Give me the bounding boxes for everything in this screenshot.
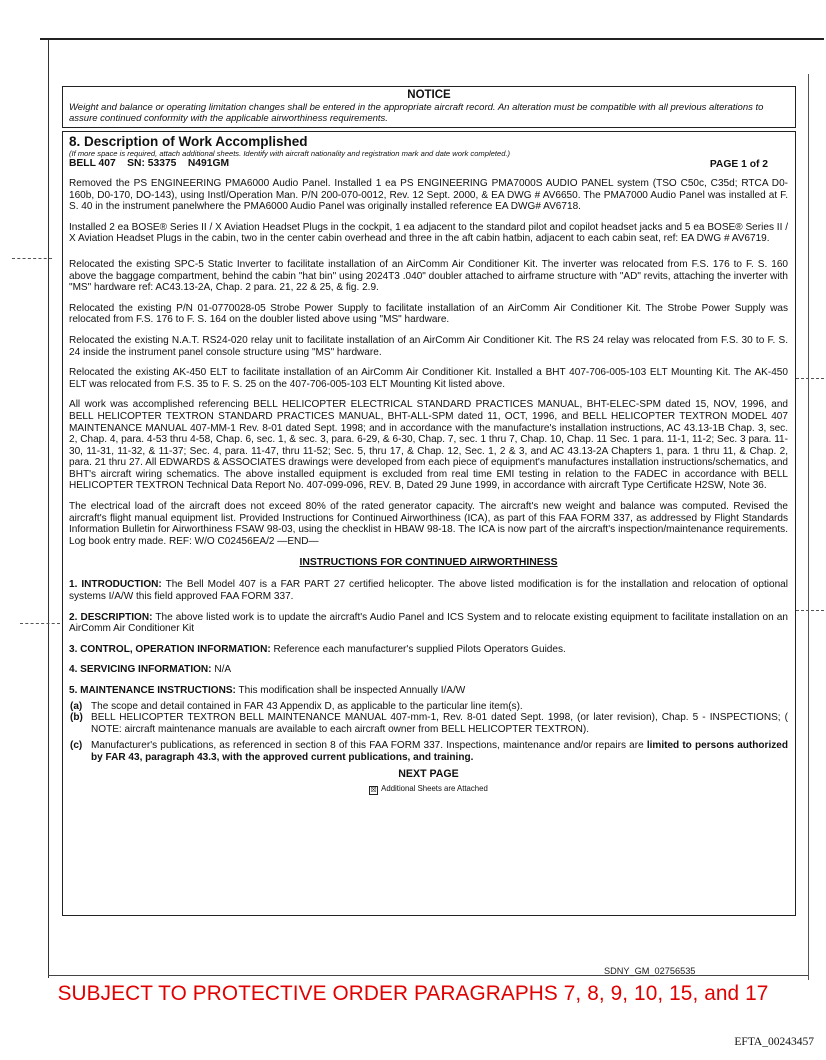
work-paragraph: Relocated the existing P/N 01-0770028-05 Strobe Power Supply to facilitate installation of an AirComm Air Conditioner Kit. The Strobe Power Supply was relocated from F.S. 176 to F. S. 164 on the doubler listed above using "MS" hardware. bbox=[69, 302, 788, 326]
ica-item-text: This modification shall be inspected Annually I/A/W bbox=[238, 685, 466, 696]
bates-number: SDNY_GM_02756535 bbox=[604, 966, 696, 976]
ica-item-label: 2. DESCRIPTION: bbox=[69, 611, 153, 623]
scan-dash-line bbox=[796, 610, 824, 611]
ica-item-label: 4. SERVICING INFORMATION: bbox=[69, 664, 212, 676]
page-label: PAGE 1 of 2 bbox=[709, 159, 768, 170]
sub-item-text: BELL HELICOPTER TEXTRON BELL MAINTENANCE MANUAL 407-mm-1, Rev. 8-01 dated Sept. 1998, (or later revision), Chap. 5 - INSPECTIONS; ( NOTE: aircraft maintenance manuals are available to each aircraft owner from BELL HELICOPTER TEXTRON). bbox=[91, 712, 788, 735]
protective-order-stamp: SUBJECT TO PROTECTIVE ORDER PARAGRAPHS 7, 8, 9, 10, 15, and 17 bbox=[57, 982, 769, 1005]
sub-item-label: (b) bbox=[70, 712, 83, 724]
notice-text: Weight and balance or operating limitation changes shall be entered in the appropriate aircraft record. An alteration must be compatible with all previous alterations to assure continued conformity with the applicable airworthiness requirements. bbox=[69, 102, 764, 124]
scan-border-right bbox=[808, 74, 809, 980]
sub-item bbox=[69, 740, 788, 763]
ica-item bbox=[69, 644, 788, 656]
sub-item bbox=[69, 701, 788, 713]
work-paragraph: Relocated the existing AK-450 ELT to facilitate installation of an AirComm Air Conditioner Kit. Installed a BHT 407-706-005-103 ELT Mounting Kit. The AK-450 ELT was relocated from F.S. 35 to F. S. 25 on the 407-706-005-103 ELT Mounting Kit listed above. bbox=[69, 367, 788, 390]
attached-sheets-text: Additional Sheets are Attached bbox=[381, 783, 488, 793]
ica-item-text: The above listed work is to update the aircraft's Audio Panel and ICS System and to relocate existing equipment to facilitate installation on an AirComm Air Conditioner Kit bbox=[69, 611, 788, 635]
notice-box bbox=[62, 86, 796, 128]
scan-border-left bbox=[48, 40, 49, 978]
work-paragraph: Relocated the existing SPC-5 Static Inverter to facilitate installation of an AirComm Air Conditioner Kit. The inverter was relocated from F.S. 176 to F. S. 160 above the baggage compartment, behind the cabin "hat bin" using 2024T3 .040" doubler attached to airframe structure with "AD" revits, attaching the inverter with "MS" hardware ref: AC43.13-2A, Chap. 2 para. 21, 22 & 25, & fig. 2.9. bbox=[69, 258, 788, 294]
scan-dash-line bbox=[12, 258, 52, 259]
maintenance-sub-list bbox=[69, 701, 788, 764]
ica-item-text: The Bell Model 407 is a FAR PART 27 certified helicopter. The above listed modification is for the installation and relocation of optional systems I/A/W this field approved FAA FORM 337. bbox=[69, 579, 788, 603]
section-title: 8. Description of Work Accomplished bbox=[69, 134, 308, 149]
work-description-box bbox=[62, 131, 796, 916]
ica-item bbox=[69, 664, 788, 676]
sub-item-label: (c) bbox=[70, 740, 83, 752]
aircraft-row bbox=[69, 158, 788, 172]
work-paragraph: All work was accomplished referencing BELL HELICOPTER ELECTRICAL STANDARD PRACTICES MANUAL, BHT-ELEC-SPM dated 15, NOV, 1996, and BELL HELICOPTER TEXTRON STANDARD PRACTICES MANUAL, BHT-ALL-SPM dated 11, OCT, 1996, and BELL HELICOPTER TEXTRON MODEL 407 MAINTENANCE MANUAL 407-MM-1 Rev. 8-01 dated Sept. 1998; and in accordance with the manufacture's installation instructions, AC 43.13-1B Chap. 3, sec. 2, Chap. 4, para. 4-53 thru 4-58, Chap. 6, sec. 1, & sec. 3, para. 6-29, & 6-30, Chap. 7, sec. 1 thru 7, Chap. 10, Chap. 11 Sec. 1 para. 11-1, 11-2; Sec. 3 para. 11-30, 11-31, 11-32, & 11-37; Sec. 4, para. 11-47, thru 11-52; Sec. 5, thru 17, & Chap. 12, Sec. 1, 2 & 3, and AC 43.13-2A Chapters 1, para. 1 thru 11, & Chap. 2, para. 21 thru 27. All EDWARDS & ASSOCIATES drawings were developed from each piece of equipment's manufactures installation instructions/schematics, and BHT's aircraft wiring schematics. The above installed equipment is excluded from real time EMI testing in relation to the FADEC in accordance with BELL HELICOPTER TEXTRON Technical Data Report No. 407-099-096, REV. B, Dated 29 June 1999, in accordance with aircraft Type Certificate H2SW, Note 36. bbox=[69, 399, 788, 492]
sub-item bbox=[69, 712, 788, 735]
ica-item-text: Reference each manufacturer's supplied Pilots Operators Guides. bbox=[273, 643, 566, 655]
sub-item-text: The scope and detail contained in FAR 43 Appendix D, as applicable to the particular line item(s). bbox=[91, 700, 523, 712]
scan-dash-line bbox=[20, 623, 60, 624]
ica-item bbox=[69, 579, 788, 602]
efta-number: EFTA_00243457 bbox=[734, 1036, 814, 1048]
attached-sheets-line bbox=[69, 784, 788, 795]
notice-title: NOTICE bbox=[407, 89, 451, 101]
work-paragraph: Installed 2 ea BOSE® Series II / X Aviation Headset Plugs in the cockpit, 1 ea adjacent to the standard pilot and copilot headset jacks and 5 ea BOSE® Series II / X Aviation Headset Plugs in the cabin, two in the center cabin overhead and three in the aft cabin hatbin, adjacent to each cabin seat, ref: EA DWG # AV6719. bbox=[69, 221, 788, 245]
scan-dash-line bbox=[796, 378, 824, 379]
ica-item bbox=[69, 685, 788, 697]
ica-item-text: N/A bbox=[214, 664, 232, 676]
checked-box-icon: ☒ bbox=[370, 786, 377, 794]
work-paragraph: The electrical load of the aircraft does not exceed 80% of the rated generator capacity. The aircraft's new weight and balance was computed. Revised the aircraft's flight manual equipment list. Provided Instructions for Continued Airworthiness (ICA), as part of this FAA FORM 337, as addressed by Flight Standards Information Bulletin for Airworthiness FSAW 98-03, using the checklist in HBAW 98-18. The ICA is now part of the aircraft's inspection/maintenance requirements. Log book entry made. REF: W/O C02456EA/2 —END— bbox=[69, 501, 788, 547]
sub-item-text: Manufacturer's publications, as referenced in section 8 of this FAA FORM 337. Inspections, maintenance and/or repairs are limited to persons authorized by FAR 43, paragraph 43.3, with the approved current publications, and training. bbox=[91, 740, 788, 763]
ica-item-label: 1. INTRODUCTION: bbox=[69, 579, 162, 591]
work-paragraph: Removed the PS ENGINEERING PMA6000 Audio Panel. Installed 1 ea PS ENGINEERING PMA7000S AUDIO PANEL system (TSO C50c, C35d; RTCA D0-160b, D0-170, DO-143), using Instl/Operation Man. P/N 200-070-0012, Rev. 12 Sept. 2000, & EA DWG # AV6650. The PMA7000 Audio Panel was installed at F. S. 40 in the instrument panelwhere the PMA6000 Audio Panel was originally installed reference EA DWG# AV6718. bbox=[69, 178, 788, 213]
scan-border-top bbox=[40, 38, 824, 40]
ica-item-label: 5. MAINTENANCE INSTRUCTIONS: bbox=[69, 685, 236, 696]
ica-item bbox=[69, 612, 788, 635]
ica-item-label: 3. CONTROL, OPERATION INFORMATION: bbox=[69, 643, 271, 655]
aircraft-id: BELL 407 SN: 53375 N491GM bbox=[69, 158, 230, 169]
ica-heading: INSTRUCTIONS FOR CONTINUED AIRWORTHINESS bbox=[299, 557, 558, 569]
next-page-label: NEXT PAGE bbox=[398, 767, 459, 780]
section-note: (If more space is required, attach additional sheets. Identify with aircraft nationality and registration mark and date work completed.) bbox=[69, 149, 511, 158]
work-paragraph: Relocated the existing N.A.T. RS24-020 relay unit to facilitate installation of an AirComm Air Conditioner Kit. The RS 24 relay was relocated from F.S. 30 to F. S. 24 inside the instrument panel console structure using "MS" hardware. bbox=[69, 334, 788, 358]
sub-item-label: (a) bbox=[70, 700, 83, 712]
